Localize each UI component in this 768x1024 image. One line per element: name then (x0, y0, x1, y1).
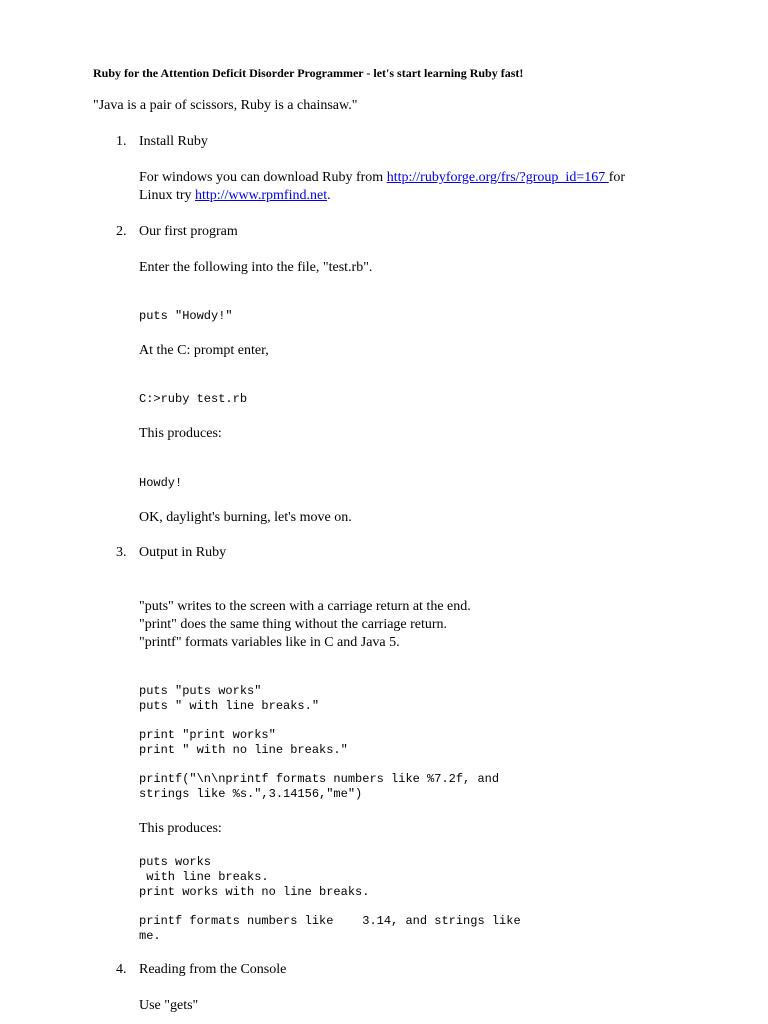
move-on-text: OK, daylight's burning, let's move on. (139, 510, 352, 525)
output-desc-line: "puts" writes to the screen with a carriage return at the end. (139, 599, 471, 614)
section-2-number: 2. (116, 224, 127, 239)
rpmfind-link[interactable]: http://www.rpmfind.net (195, 188, 328, 203)
linux-text: Linux try (139, 188, 195, 203)
install-text: For windows you can download Ruby from (139, 170, 387, 185)
output-line: me. (139, 929, 161, 943)
install-paragraph-line-2 (139, 188, 331, 204)
section-3-heading: Output in Ruby (139, 545, 227, 560)
install-text-suffix: for (608, 170, 626, 185)
output-howdy: Howdy! (139, 476, 183, 490)
enter-instruction: Enter the following into the file, "test.rb". (139, 260, 373, 275)
output-line: puts works (139, 855, 212, 869)
code-line: strings like %s.",3.14156,"me") (139, 787, 363, 801)
section-1-number: 1. (116, 134, 127, 149)
output-line: print works with no line breaks. (139, 885, 370, 899)
gets-instruction: Use "gets" (139, 998, 199, 1013)
code-line: puts " with line breaks." (139, 699, 320, 713)
install-paragraph-line-1 (139, 170, 625, 186)
code-run-command: C:>ruby test.rb (139, 392, 248, 406)
section-4-number: 4. (116, 962, 127, 977)
code-line: print "print works" (139, 728, 276, 742)
produces-label-2: This produces: (139, 821, 222, 836)
section-1-heading: Install Ruby (139, 134, 208, 149)
document-title: Ruby for the Attention Deficit Disorder Programmer - let's start learning Ruby fast! (93, 66, 524, 80)
linux-text-suffix: . (327, 188, 331, 203)
output-line: with line breaks. (139, 870, 269, 884)
code-line: print " with no line breaks." (139, 743, 348, 757)
output-desc-line: "print" does the same thing without the carriage return. (139, 617, 448, 632)
quote-line: "Java is a pair of scissors, Ruby is a chainsaw." (93, 98, 358, 113)
section-2-heading: Our first program (139, 224, 238, 239)
produces-label-1: This produces: (139, 426, 222, 441)
prompt-instruction: At the C: prompt enter, (139, 343, 269, 358)
rubyforge-link[interactable]: http://rubyforge.org/frs/?group_id=167 (386, 170, 609, 185)
code-line: printf("\n\nprintf formats numbers like %7.2f, and (139, 772, 500, 786)
code-line: puts "puts works" (139, 684, 262, 698)
section-4-heading: Reading from the Console (139, 962, 287, 977)
output-line: printf formats numbers like 3.14, and strings like (139, 914, 521, 928)
output-desc-line: "printf" formats variables like in C and Java 5. (139, 635, 400, 650)
code-puts-howdy: puts "Howdy!" (139, 309, 233, 323)
section-3-number: 3. (116, 545, 127, 560)
